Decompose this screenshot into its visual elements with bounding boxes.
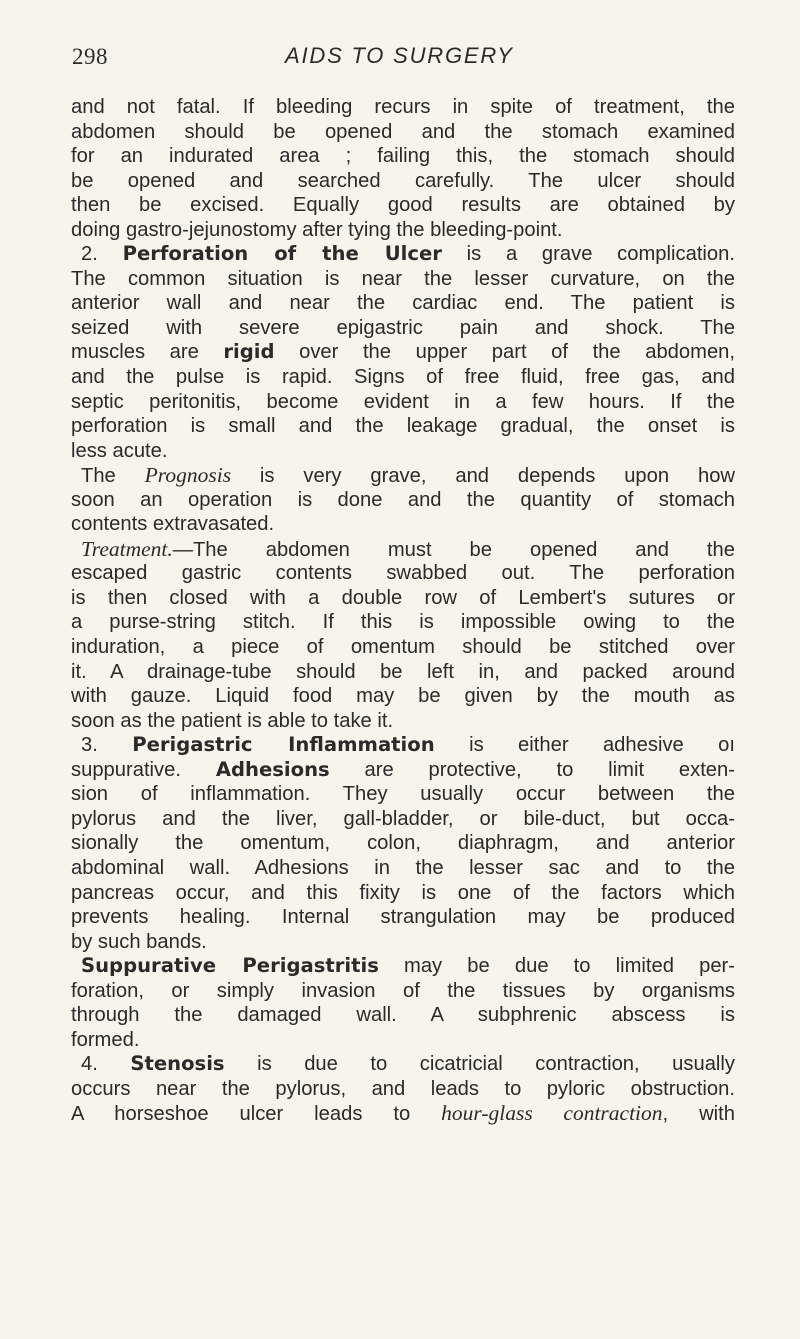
text-line (71, 684, 735, 709)
text-line (71, 807, 735, 832)
text-run: seized with severe epigastric pain and shock. The (71, 316, 735, 339)
text-run: abdomen should be opened and the stomach examined (71, 120, 735, 143)
text-run: prevents healing. Internal strangulation may be produced (71, 906, 735, 929)
text-run: contents extravasated. (71, 513, 275, 536)
text-run: 3. (81, 734, 133, 757)
text-line (71, 144, 735, 169)
text-line (71, 414, 735, 439)
text-run: occurs near the pylorus, and leads to pyloric obstruction. (71, 1077, 735, 1100)
text-run: with gauze. Liquid food may be given by the mouth as (71, 685, 735, 708)
text-run: over the upper part of the abdomen, (274, 341, 735, 364)
text-line (71, 120, 735, 145)
text-line (71, 365, 735, 390)
text-run: is very grave, and depends upon how (231, 465, 735, 488)
text-line (71, 291, 735, 316)
text-run: A horseshoe ulcer leads to (71, 1103, 442, 1126)
text-line (71, 905, 735, 930)
text-run: soon as the patient is able to take it. (71, 709, 394, 732)
text-run: it. A drainage-tube should be left in, and packed around (71, 660, 735, 683)
text-line (71, 1028, 735, 1053)
text-run: , with (662, 1103, 735, 1126)
text-line (71, 586, 735, 611)
text-line (71, 758, 735, 783)
text-line (71, 831, 735, 856)
text-run: may be due to limited per- (378, 955, 735, 978)
text-line (71, 881, 735, 906)
text-run: is a grave complication. (441, 243, 735, 266)
text-run: is then closed with a double row of Lembert's sutures or (71, 586, 735, 609)
text-line (71, 930, 735, 955)
text-run: —The abdomen must be opened and the (172, 538, 735, 561)
text-line (71, 390, 735, 415)
text-run: foration, or simply invasion of the tissues by organisms (71, 979, 735, 1002)
text-run: anterior wall and near the cardiac end. The patient is (71, 292, 735, 315)
text-line (71, 463, 735, 488)
italic-term: hour-glass contraction (441, 1101, 663, 1126)
text-run: The common situation is near the lesser curvature, on the (71, 267, 735, 290)
text-run: abdominal wall. Adhesions in the lesser sac and to the (71, 856, 735, 879)
bold-term: Suppurative Perigastritis (81, 954, 379, 978)
text-line (71, 1077, 735, 1102)
text-run: are protective, to limit exten- (329, 758, 735, 781)
text-line (71, 954, 735, 979)
text-run: escaped gastric contents swabbed out. The perforation (71, 562, 735, 585)
paragraph (71, 463, 735, 537)
text-run: and not fatal. If bleeding recurs in spite of treatment, the (71, 96, 735, 118)
text-run: pancreas occur, and this fixity is one of the factors which (71, 881, 735, 904)
page-number: 298 (72, 44, 108, 69)
text-run: pylorus and the liver, gall-bladder, or bile-duct, but occa- (71, 807, 735, 830)
text-line (71, 488, 735, 513)
text-line (71, 782, 735, 807)
paragraph (71, 95, 735, 242)
text-run: for an indurated area ; failing this, the stomach should (71, 145, 735, 168)
text-line (71, 95, 735, 120)
text-run: sionally the omentum, colon, diaphragm, and anterior (71, 832, 735, 855)
text-run: by such bands. (71, 930, 207, 953)
text-run: is due to cicatricial contraction, usually (224, 1053, 735, 1076)
paragraph (71, 1052, 735, 1126)
bold-term: Stenosis (130, 1052, 225, 1076)
text-run: soon an operation is done and the quantity of stomach (71, 488, 735, 511)
text-run: The (81, 465, 145, 488)
text-line (71, 709, 735, 734)
text-run: less acute. (71, 439, 168, 462)
text-line (71, 193, 735, 218)
text-run: a purse-string stitch. If this is impossible owing to the (71, 611, 735, 634)
bold-term: Perforation of the Ulcer (122, 242, 442, 266)
text-line (71, 635, 735, 660)
text-run: induration, a piece of omentum should be stitched over (71, 636, 735, 659)
text-run: 4. (81, 1053, 131, 1076)
text-line (71, 242, 735, 267)
text-line (71, 660, 735, 685)
body-text (71, 95, 735, 1325)
paragraph (71, 242, 735, 463)
paragraph (71, 537, 735, 733)
text-line (71, 512, 735, 537)
text-run: and the pulse is rapid. Signs of free fluid, free gas, and (71, 366, 735, 389)
text-run: muscles are (71, 341, 224, 364)
text-line (71, 979, 735, 1004)
text-run: then be excised. Equally good results are obtained by (71, 194, 735, 217)
text-run: suppurative. (71, 758, 216, 781)
text-line (71, 267, 735, 292)
text-line (71, 537, 735, 562)
page-header (72, 44, 732, 76)
bold-term: rigid (223, 340, 275, 364)
text-line (71, 610, 735, 635)
text-line (71, 733, 735, 758)
text-line (71, 1101, 735, 1126)
text-line (71, 169, 735, 194)
text-line (71, 561, 735, 586)
text-line (71, 218, 735, 243)
text-run: is either adhesive oı (434, 734, 735, 757)
text-run: formed. (71, 1028, 140, 1051)
italic-term: Prognosis (144, 463, 232, 488)
bold-term: Perigastric Inflammation (132, 733, 435, 757)
text-run: perforation is small and the leakage gradual, the onset is (71, 415, 735, 438)
text-line (71, 340, 735, 365)
running-title: AIDS TO SURGERY (285, 43, 514, 68)
text-run: be opened and searched carefully. The ulcer should (71, 169, 735, 192)
text-line (71, 1003, 735, 1028)
text-line (71, 856, 735, 881)
italic-term: Treatment. (81, 536, 173, 561)
text-line (71, 1052, 735, 1077)
bold-term: Adhesions (215, 757, 330, 781)
text-run: doing gastro-jejunostomy after tying the bleeding-point. (71, 218, 563, 241)
text-run: sion of inflammation. They usually occur between the (71, 783, 735, 806)
text-line (71, 439, 735, 464)
text-run: septic peritonitis, become evident in a few hours. If the (71, 390, 735, 413)
paragraph (71, 733, 735, 954)
text-run: through the damaged wall. A subphrenic abscess is (71, 1004, 735, 1027)
text-run: 2. (81, 243, 123, 266)
text-line (71, 316, 735, 341)
paragraph (71, 954, 735, 1052)
